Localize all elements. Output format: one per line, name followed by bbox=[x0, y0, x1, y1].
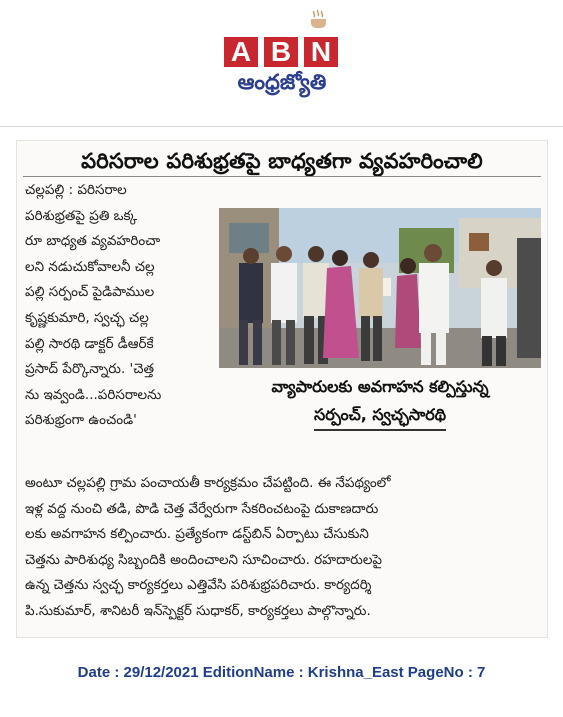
column-line: పల్లి సారథి డాక్టర్ డీఆర్‌కే bbox=[25, 335, 154, 352]
column-line: రూ బాధ్యత వ్యవహరించా bbox=[25, 233, 161, 250]
column-line: పరిశుభ్రంగా ఉంచండి' bbox=[25, 412, 137, 429]
news-photo bbox=[219, 208, 541, 368]
column-line: లని నడుచుకోవాలనీ చల్ల bbox=[25, 258, 155, 275]
caption-line-2: సర్పంచ్, స్వచ్ఛసారథి bbox=[314, 401, 446, 431]
column-line: పల్లి సర్పంచ్ పైడిపాముల bbox=[25, 284, 155, 301]
logo-letter-a: A bbox=[224, 37, 258, 67]
logo-letter-n: N bbox=[304, 37, 338, 67]
body-line: అంటూ చల్లపల్లి గ్రామ పంచాయతీ కార్యక్రమం చేపట్టింది. ఈ నేపథ్యంలో bbox=[25, 475, 391, 491]
headline-underline bbox=[23, 176, 541, 177]
news-clipping bbox=[16, 140, 548, 638]
article-column bbox=[25, 178, 220, 434]
masthead-divider bbox=[0, 126, 563, 127]
column-line: ప్రసాద్ పేర్కొన్నారు. 'చెత్త bbox=[25, 361, 154, 378]
masthead bbox=[0, 0, 563, 110]
body-line: ఉన్న చెత్తను స్వచ్ఛ కార్యకర్తలు ఎత్తివేసి పరిశుభ్రపరిచారు. కార్యదర్శి bbox=[25, 577, 372, 594]
column-line: కృష్ణకుమారి, స్వచ్ఛ చల్ల bbox=[25, 309, 149, 326]
body-line: చెత్తను పారిశుధ్య సిబ్బందికి అందించాలని సూచించారు. రహదారులపై bbox=[25, 551, 382, 568]
column-line: చల్లపల్లి : పరిసరాల bbox=[25, 182, 127, 198]
photo-caption bbox=[219, 373, 541, 431]
body-line: లకు అవగాహన కల్పించారు. ప్రత్యేకంగా డస్ట్‌బిన్ ఏర్పాటు చేసుకుని bbox=[25, 526, 369, 543]
coffee-cup-icon bbox=[308, 8, 330, 30]
body-line: పి.సుకుమార్, శానిటరీ ఇన్‌స్పెక్టర్ సుధాకర్, కార్యకర్తలు పాల్గొన్నారు. bbox=[25, 602, 371, 619]
body-line: ఇళ్ల వద్ద నుంచి తడి, పొడి చెత్త వేర్వేరుగా సేకరించటంపై దుకాణదారు bbox=[25, 500, 379, 517]
article-body bbox=[25, 471, 539, 625]
edition-info: Date : 29/12/2021 EditionName : Krishna_East PageNo : 7 bbox=[77, 664, 486, 681]
column-line: ను ఇవ్వండి...పరిసరాలను bbox=[25, 386, 162, 403]
caption-line-1: వ్యాపారులకు అవగాహన కల్పిస్తున్న bbox=[271, 377, 489, 396]
logo-letter-b: B bbox=[264, 37, 298, 67]
article-headline: పరిసరాల పరిశుభ్రతపై బాధ్యతగా వ్యవహరించాలి bbox=[81, 149, 483, 173]
masthead-subtitle: ఆంధ్రజ్యోతి bbox=[237, 70, 327, 94]
column-line: పరిశుభ్రతపై ప్రతి ఒక్క bbox=[25, 207, 138, 224]
